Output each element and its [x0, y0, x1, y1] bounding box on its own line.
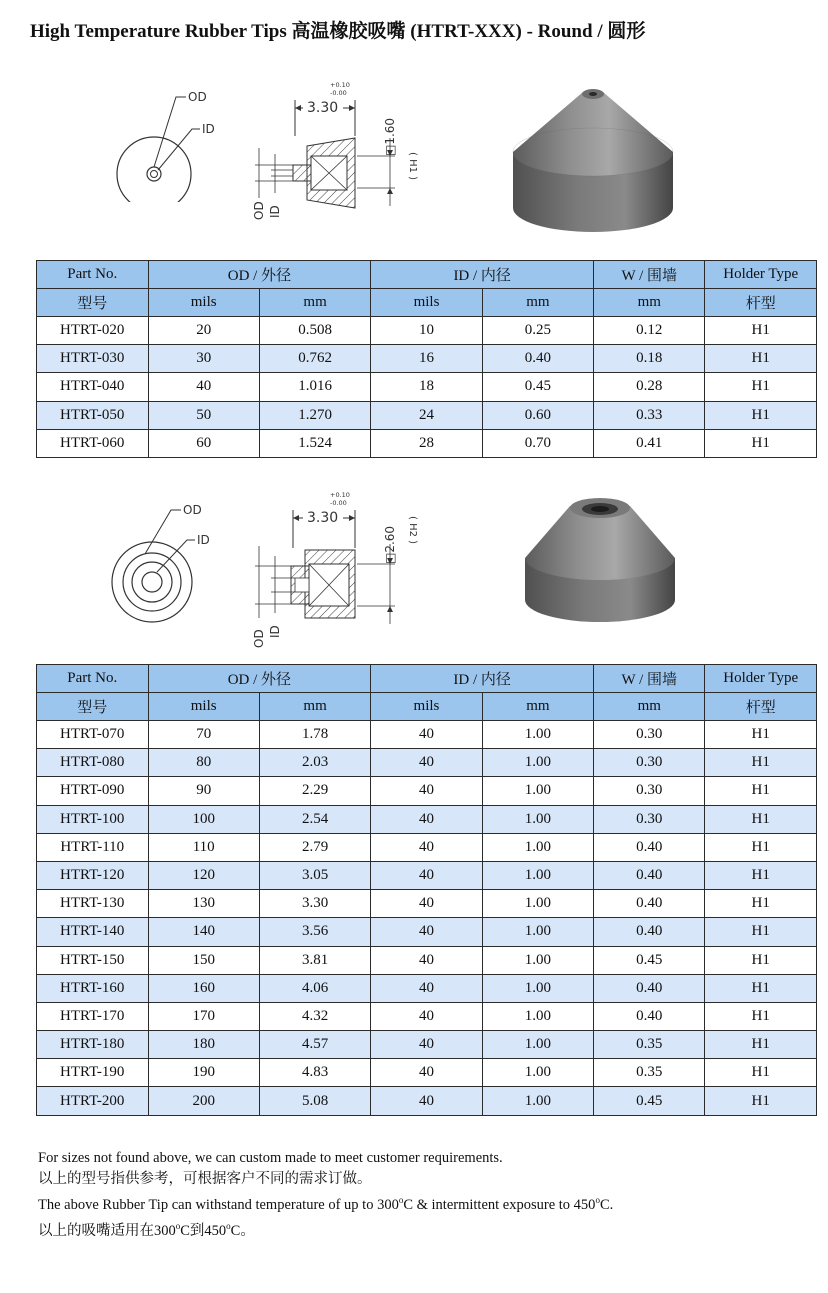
header-od-mils: mils	[148, 693, 259, 721]
table-row	[37, 345, 817, 373]
table-row	[37, 833, 817, 861]
tol-minus-2: -0.00	[330, 499, 347, 507]
cell-w-mm: 0.40	[594, 890, 705, 918]
cell-id-mils: 40	[371, 1059, 482, 1087]
cell-part-no: HTRT-150	[37, 946, 149, 974]
header-id-mils: mils	[371, 693, 482, 721]
cell-id-mils: 40	[371, 861, 482, 889]
header-part-no: Part No.	[37, 261, 149, 289]
cell-w-mm: 0.40	[594, 918, 705, 946]
table-row	[37, 317, 817, 345]
cell-id-mils: 40	[371, 946, 482, 974]
cell-od-mm: 0.508	[259, 317, 370, 345]
cell-part-no: HTRT-140	[37, 918, 149, 946]
cell-part-no: HTRT-180	[37, 1031, 149, 1059]
cell-holder-type: H1	[705, 401, 817, 429]
header-holder-cn: 杆型	[705, 289, 817, 317]
cell-part-no: HTRT-050	[37, 401, 149, 429]
cell-od-mm: 4.57	[259, 1031, 370, 1059]
cell-id-mm: 0.25	[482, 317, 593, 345]
header-holder: Holder Type	[705, 665, 817, 693]
cell-part-no: HTRT-060	[37, 429, 149, 457]
cell-w-mm: 0.30	[594, 721, 705, 749]
cell-holder-type: H1	[705, 805, 817, 833]
notes	[38, 1148, 613, 1242]
front-view-diagram-2	[105, 494, 235, 624]
cell-holder-type: H1	[705, 749, 817, 777]
note-temperature-cn: 以上的吸嘴适用在300$^o$C到450$^o$C。	[38, 1220, 255, 1239]
header-w: W / 围墙	[594, 665, 705, 693]
header-od-mils: mils	[148, 289, 259, 317]
cell-w-mm: 0.40	[594, 974, 705, 1002]
cell-od-mm: 2.03	[259, 749, 370, 777]
tol-plus-2: +0.10	[330, 491, 350, 499]
cell-holder-type: H1	[705, 1031, 817, 1059]
cell-part-no: HTRT-120	[37, 861, 149, 889]
cell-id-mils: 40	[371, 1031, 482, 1059]
product-render-1	[505, 82, 685, 242]
cell-id-mm: 1.00	[482, 890, 593, 918]
cell-od-mm: 4.83	[259, 1059, 370, 1087]
cell-od-mils: 40	[148, 373, 259, 401]
width-dimension: 3.30	[307, 100, 339, 116]
cell-id-mils: 40	[371, 833, 482, 861]
cell-id-mm: 1.00	[482, 861, 593, 889]
cell-part-no: HTRT-090	[37, 777, 149, 805]
cell-w-mm: 0.41	[594, 429, 705, 457]
note-custom-cn: 以上的型号指供参考，可根据客户不同的需求订做。	[38, 1171, 372, 1187]
cell-od-mils: 170	[148, 1002, 259, 1030]
header-holder: Holder Type	[705, 261, 817, 289]
cell-od-mils: 120	[148, 861, 259, 889]
header-id: ID / 内径	[371, 665, 594, 693]
cell-od-mils: 180	[148, 1031, 259, 1059]
cell-od-mils: 190	[148, 1059, 259, 1087]
cell-id-mm: 1.00	[482, 749, 593, 777]
od-dim-label-2: OD	[252, 629, 266, 648]
note-temperature-en: The above Rubber Tip can withstand temperature of up to 300$^o$C & intermittent exposure to 450$^o$C.	[38, 1195, 614, 1213]
cell-id-mm: 0.60	[482, 401, 593, 429]
cell-id-mm: 0.40	[482, 345, 593, 373]
cell-od-mm: 5.08	[259, 1087, 370, 1115]
table-row	[37, 805, 817, 833]
cell-holder-type: H1	[705, 890, 817, 918]
cell-holder-type: H1	[705, 974, 817, 1002]
cell-id-mm: 1.00	[482, 974, 593, 1002]
cell-w-mm: 0.35	[594, 1059, 705, 1087]
cell-holder-type: H1	[705, 373, 817, 401]
cell-w-mm: 0.12	[594, 317, 705, 345]
cell-od-mm: 1.270	[259, 401, 370, 429]
cell-id-mils: 40	[371, 1002, 482, 1030]
cell-holder-type: H1	[705, 429, 817, 457]
cell-part-no: HTRT-100	[37, 805, 149, 833]
header-w-mm: mm	[594, 693, 705, 721]
cell-id-mm: 1.00	[482, 918, 593, 946]
cell-holder-type: H1	[705, 317, 817, 345]
cell-od-mils: 110	[148, 833, 259, 861]
cell-id-mm: 1.00	[482, 1087, 593, 1115]
cell-od-mils: 20	[148, 317, 259, 345]
cell-od-mils: 130	[148, 890, 259, 918]
spec-table-1	[36, 260, 817, 458]
section-diagram-2	[245, 488, 430, 653]
cell-od-mm: 1.016	[259, 373, 370, 401]
width-dimension-2: 3.30	[307, 510, 339, 526]
cell-w-mm: 0.40	[594, 861, 705, 889]
cell-id-mm: 0.70	[482, 429, 593, 457]
cell-w-mm: 0.33	[594, 401, 705, 429]
cell-holder-type: H1	[705, 833, 817, 861]
cell-od-mm: 0.762	[259, 345, 370, 373]
cell-id-mils: 16	[371, 345, 482, 373]
cell-id-mils: 40	[371, 918, 482, 946]
table-row	[37, 974, 817, 1002]
tol-minus: -0.00	[330, 89, 347, 97]
cell-od-mils: 200	[148, 1087, 259, 1115]
cell-od-mm: 3.30	[259, 890, 370, 918]
cell-od-mils: 60	[148, 429, 259, 457]
id-label: ID	[202, 122, 215, 136]
header-od: OD / 外径	[148, 665, 371, 693]
cell-od-mm: 1.524	[259, 429, 370, 457]
header-holder-cn: 杆型	[705, 693, 817, 721]
cell-part-no: HTRT-030	[37, 345, 149, 373]
header-od: OD / 外径	[148, 261, 371, 289]
cell-id-mils: 18	[371, 373, 482, 401]
cell-holder-type: H1	[705, 345, 817, 373]
table-row	[37, 890, 817, 918]
od-dim-label: OD	[252, 201, 266, 220]
cell-od-mm: 1.78	[259, 721, 370, 749]
cell-id-mils: 40	[371, 1087, 482, 1115]
cell-id-mils: 40	[371, 974, 482, 1002]
table-row	[37, 861, 817, 889]
cell-part-no: HTRT-020	[37, 317, 149, 345]
cell-od-mm: 3.56	[259, 918, 370, 946]
cell-holder-type: H1	[705, 1059, 817, 1087]
cell-w-mm: 0.30	[594, 749, 705, 777]
page-title: High Temperature Rubber Tips 高温橡胶吸嘴 (HTRT-XXX) - Round / 圆形	[30, 21, 646, 42]
cell-part-no: HTRT-040	[37, 373, 149, 401]
cell-holder-type: H1	[705, 946, 817, 974]
cell-part-no: HTRT-070	[37, 721, 149, 749]
cell-holder-type: H1	[705, 1002, 817, 1030]
cell-part-no: HTRT-190	[37, 1059, 149, 1087]
cell-id-mils: 24	[371, 401, 482, 429]
front-view-diagram-1	[110, 82, 230, 202]
cell-id-mm: 1.00	[482, 1002, 593, 1030]
cell-od-mm: 3.81	[259, 946, 370, 974]
cell-od-mils: 100	[148, 805, 259, 833]
cell-id-mm: 1.00	[482, 946, 593, 974]
table-row	[37, 1087, 817, 1115]
cell-part-no: HTRT-170	[37, 1002, 149, 1030]
header-id: ID / 内径	[371, 261, 594, 289]
cell-id-mils: 28	[371, 429, 482, 457]
header-id-mils: mils	[371, 289, 482, 317]
cell-od-mm: 3.05	[259, 861, 370, 889]
cell-od-mils: 70	[148, 721, 259, 749]
cell-id-mm: 1.00	[482, 1059, 593, 1087]
table-row	[37, 373, 817, 401]
cell-holder-type: H1	[705, 918, 817, 946]
holder-code-2: ( H2 )	[407, 516, 418, 545]
id-dim-label: ID	[268, 205, 282, 218]
cell-w-mm: 0.45	[594, 946, 705, 974]
cell-w-mm: 0.40	[594, 1002, 705, 1030]
header-part-no-cn: 型号	[37, 289, 149, 317]
cell-holder-type: H1	[705, 1087, 817, 1115]
table-row	[37, 946, 817, 974]
holder-dimension-2: □2.60	[383, 525, 397, 564]
id-label-2: ID	[197, 533, 210, 547]
cell-id-mm: 1.00	[482, 721, 593, 749]
section-diagram-1	[245, 78, 430, 238]
cell-holder-type: H1	[705, 777, 817, 805]
header-od-mm: mm	[259, 693, 370, 721]
cell-w-mm: 0.18	[594, 345, 705, 373]
cell-holder-type: H1	[705, 861, 817, 889]
cell-od-mils: 140	[148, 918, 259, 946]
header-w-mm: mm	[594, 289, 705, 317]
cell-id-mm: 1.00	[482, 833, 593, 861]
cell-part-no: HTRT-130	[37, 890, 149, 918]
cell-id-mils: 40	[371, 890, 482, 918]
cell-id-mm: 1.00	[482, 1031, 593, 1059]
cell-w-mm: 0.45	[594, 1087, 705, 1115]
table-row	[37, 918, 817, 946]
cell-id-mils: 40	[371, 777, 482, 805]
cell-od-mils: 50	[148, 401, 259, 429]
cell-od-mils: 80	[148, 749, 259, 777]
cell-od-mils: 150	[148, 946, 259, 974]
note-custom-en: For sizes not found above, we can custom made to meet customer requirements.	[38, 1150, 503, 1166]
cell-od-mils: 30	[148, 345, 259, 373]
table-row	[37, 749, 817, 777]
header-part-no: Part No.	[37, 665, 149, 693]
cell-od-mm: 4.32	[259, 1002, 370, 1030]
cell-od-mm: 2.54	[259, 805, 370, 833]
cell-holder-type: H1	[705, 721, 817, 749]
cell-part-no: HTRT-160	[37, 974, 149, 1002]
id-dim-label-2: ID	[268, 625, 282, 638]
header-id-mm: mm	[482, 289, 593, 317]
tol-plus: +0.10	[330, 81, 350, 89]
cell-od-mils: 90	[148, 777, 259, 805]
header-part-no-cn: 型号	[37, 693, 149, 721]
cell-w-mm: 0.40	[594, 833, 705, 861]
table-row	[37, 1002, 817, 1030]
cell-od-mm: 4.06	[259, 974, 370, 1002]
cell-od-mils: 160	[148, 974, 259, 1002]
product-render-2	[515, 488, 685, 628]
cell-id-mm: 1.00	[482, 777, 593, 805]
header-id-mm: mm	[482, 693, 593, 721]
holder-code: ( H1 )	[407, 152, 418, 181]
table-row	[37, 401, 817, 429]
cell-id-mils: 40	[371, 721, 482, 749]
table-row	[37, 1059, 817, 1087]
table-row	[37, 721, 817, 749]
table-row	[37, 777, 817, 805]
cell-w-mm: 0.30	[594, 805, 705, 833]
cell-id-mm: 0.45	[482, 373, 593, 401]
cell-id-mm: 1.00	[482, 805, 593, 833]
cell-w-mm: 0.28	[594, 373, 705, 401]
cell-od-mm: 2.79	[259, 833, 370, 861]
header-w: W / 围墙	[594, 261, 705, 289]
cell-id-mils: 40	[371, 805, 482, 833]
holder-dimension: □1.60	[383, 117, 397, 156]
table-row	[37, 429, 817, 457]
cell-id-mils: 10	[371, 317, 482, 345]
od-label-2: OD	[183, 503, 202, 517]
cell-od-mm: 2.29	[259, 777, 370, 805]
cell-w-mm: 0.35	[594, 1031, 705, 1059]
cell-w-mm: 0.30	[594, 777, 705, 805]
table-row	[37, 1031, 817, 1059]
od-label: OD	[188, 90, 207, 104]
cell-part-no: HTRT-080	[37, 749, 149, 777]
cell-part-no: HTRT-200	[37, 1087, 149, 1115]
spec-table-2	[36, 664, 817, 1116]
cell-part-no: HTRT-110	[37, 833, 149, 861]
header-od-mm: mm	[259, 289, 370, 317]
cell-id-mils: 40	[371, 749, 482, 777]
